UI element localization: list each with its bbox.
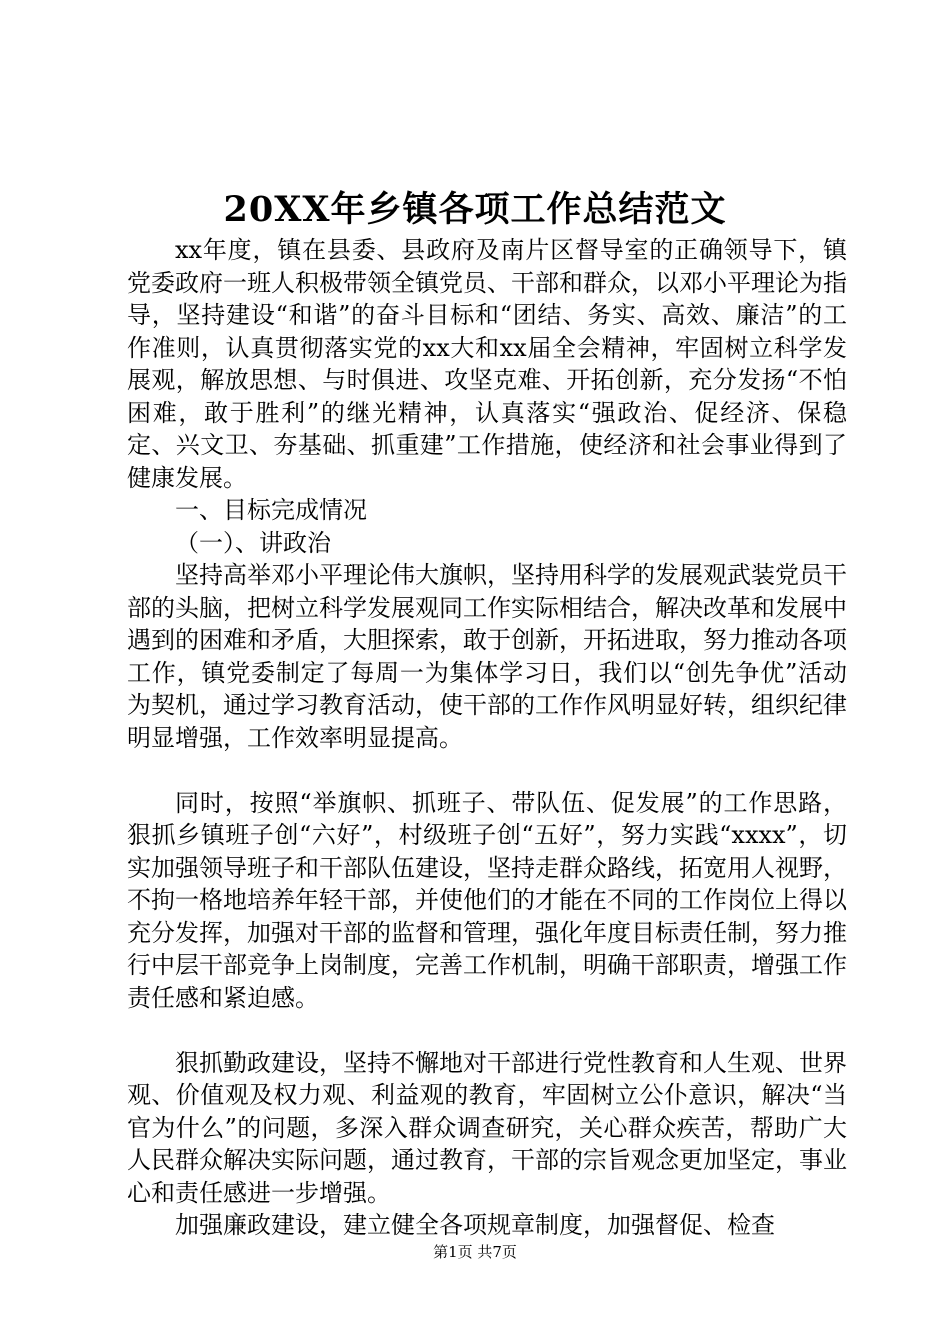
paragraph-integrity: 加强廉政建设，建立健全各项规章制度，加强督促、检查 [175, 1211, 775, 1239]
paragraph-diligence: 狠抓勤政建设，坚持不懈地对干部进行党性教育和人生观、世界观、价值观及权力观、利益观的教育，牢固树立公仆意识，解决“当官为什么”的问题，多深入群众调查研究，关心群众疾苦，帮助广大人民群众解决实际问题，通过教育，干部的宗旨观念更加坚定，事业心和责任感进一步增强。 [127, 1048, 847, 1207]
page-number-footer: 第1页 共7页 [433, 1243, 517, 1261]
section-heading: 一、目标完成情况 [175, 496, 367, 524]
paragraph-team-building: 同时，按照“举旗帜、抓班子、带队伍、促发展”的工作思路，狠抓乡镇班子创“六好”，村级班子创“五好”，努力实践“xxxx”，切实加强领导班子和干部队伍建设，坚持走群众路线，拓宽用人视野，不拘一格地培养年轻干部，并使他们的才能在不同的工作岗位上得以充分发挥，加强对干部的监督和管理，强化年度目标责任制，努力推行中层干部竞争上岗制度，完善工作机制，明确干部职责，增强工作责任感和紧迫感。 [127, 788, 847, 1012]
subsection-heading: （一）、讲政治 [175, 528, 331, 557]
paragraph-politics: 坚持高举邓小平理论伟大旗帜，坚持用科学的发展观武装党员干部的头脑，把树立科学发展观同工作实际相结合，解决改革和发展中遇到的困难和矛盾，大胆探索，敢于创新，开拓进取，努力推动各项工作，镇党委制定了每周一为集体学习日，我们以“创先争优”活动为契机，通过学习教育活动，使干部的工作作风明显好转，组织纪律明显增强，工作效率明显提高。 [127, 561, 847, 752]
document-body [127, 234, 847, 1242]
document-title: 20XX年乡镇各项工作总结范文 [223, 189, 727, 230]
paragraph-intro: xx年度，镇在县委、县政府及南片区督导室的正确领导下，镇党委政府一班人积极带领全镇党员、干部和群众，以邓小平理论为指导，坚持建设“和谐”的奋斗目标和“团结、务实、高效、廉洁”的工作准则，认真贯彻落实党的xx大和xx届全会精神，牢固树立科学发展观，解放思想、与时俱进、攻坚克难、开拓创新，充分发扬“不怕困难，敢于胜利”的继光精神，认真落实“强政治、促经济、保稳定、兴文卫、夯基础、抓重建”工作措施，使经济和社会事业得到了健康发展。 [127, 236, 847, 492]
